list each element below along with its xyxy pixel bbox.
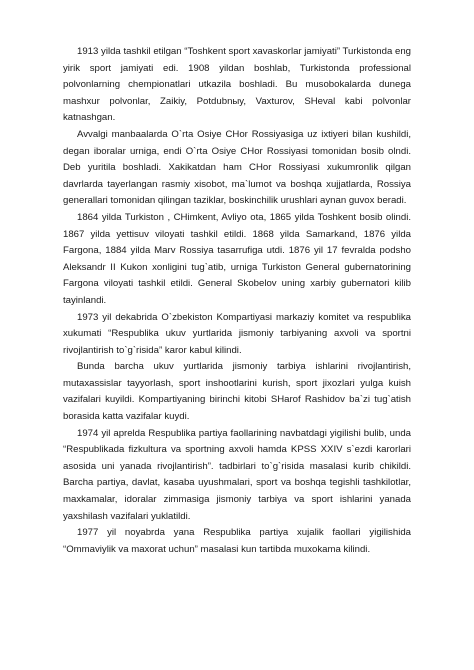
paragraph-7: 1977 yil noyabrda yana Respublika partiya xujalik faollari yigilishida “Ommaviylik va maxorat uchun” masalasi kun tartibda muxokama kilindi. [63, 527, 411, 555]
paragraph-2: Avvalgi manbaalarda O`rta Osiye CHor Rossiyasiga uz ixtiyeri bilan kushildi, degan iboralar urniga, endi O`rta Osiye CHor Rossiyasi tomonidan bosib olndi. Deb yuritila boshladi. Xakikatdan ham CHor Rossiyasi xukumronlik qilgan davrlarda tayerlangan rasmiy xisobot, ma`lumot va boshqa xujjatlarda, Rossiya generallari tomonidan qilingan taziklar, boskinchilik urushlari aynan guvox beradi. [63, 128, 411, 207]
paragraph-1: 1913 yilda tashkil etilgan “Toshkent sport xavaskorlar jamiyati” Turkistonda eng yirik sport jamiyati edi. 1908 yildan boshlab, Turkistonda professional polvonlarning chempionatlari utkazila boshladi. Bu musobokalarda dunega mashxur polvonlar, Zaikiy, Potdubnыy, Vaxturov, SHeval kabi polvonlar katnashgan. [63, 46, 411, 124]
paragraph-5: Bunda barcha ukuv yurtlarida jismoniy tarbiya ishlarini rivojlantirish, mutaxassislar tayyorlash, sport inshootlarini kurish, sport jixozlari yulga kuish vazifalari kuyildi. Kompartiyaning birinchi kitobi SHarof Rashidov ba`zi tug`atish borasida katta vazifalar kuydi. [63, 361, 411, 423]
paragraph-4: 1973 yil dekabrida O`zbekiston Kompartiyasi markaziy komitet va respublika xukumati “Respublika ukuv yurtlarida jismoniy tarbiyaning axvoli va sportni rivojlantirish to`g`risida” karor kabul kilindi. [63, 311, 411, 356]
document-body [63, 44, 411, 558]
paragraph-3: 1864 yilda Turkiston , CHimkent, Avliyo ota, 1865 yilda Toshkent bosib olindi. 1867 yilda yettisuv viloyati tashkil etildi. 1868 yilda Samarkand, 1876 yilda Fargona, 1884 yilda Marv Rossiya tasarrufiga utdi. 1876 yil 17 fevralda podsho Aleksandr II Kukon xonligini tug`atib, urniga Turkiston General gubernatorining Fargona viloyati tashkil etildi. General Skobelov uning xarbiy gubernatori kilib tayinlandi. [63, 211, 411, 306]
paragraph-6: 1974 yil aprelda Respublika partiya faollarining navbatdagi yigilishi bulib, unda “Respublikada fizkultura va sportning axvoli hamda KPSS XXIV s`ezdi karorlari asosida uni yanada rivojlantirish”. tadbirlari to`g`risida masalasi kurib chikildi. Barcha partiya, davlat, kasaba uyushmalari, sport va boshqa tegishli tashkilotlar, maxkamalar, idoralar zimmasiga jismoniy tarbiya va sport ishlarini yanada yaxshilash vazifalari yuklatildi. [63, 427, 411, 522]
